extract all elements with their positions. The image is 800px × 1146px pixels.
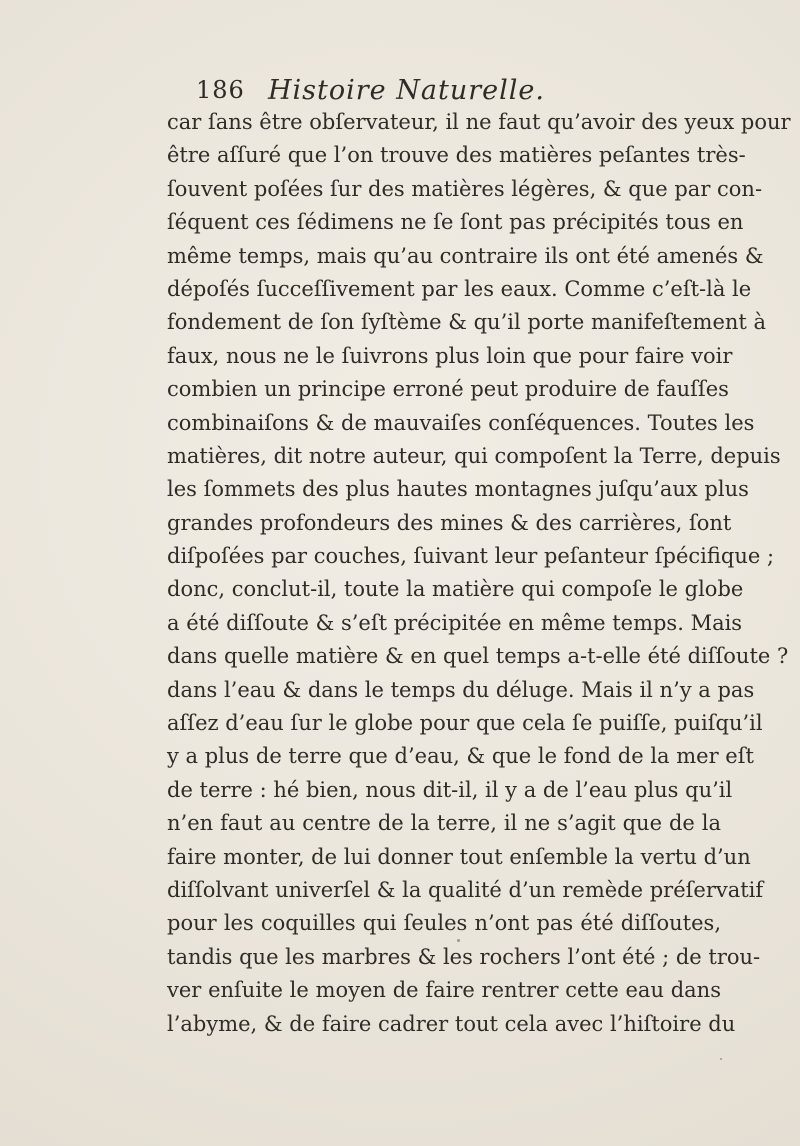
text-line: faire monter, de lui donner tout enſemble la vertu d’un [167, 844, 751, 869]
text-line: tandis que les marbres & les rochers l’ont été ; de trou- [167, 944, 761, 969]
paper-speck [457, 939, 460, 942]
text-line: combien un principe erroné peut produire de fauſſes [167, 377, 729, 402]
text-line: être aſſuré que l’on trouve des matières peſantes très- [167, 143, 746, 168]
text-line: diſpoſées par couches, ſuivant leur peſanteur ſpécifique ; [167, 544, 775, 569]
text-line: ſouvent poſées ſur des matières légères, & que par con- [167, 176, 763, 201]
page-number: 186 [196, 76, 245, 104]
text-line: aſſez d’eau ſur le globe pour que cela ſe puiſſe, puiſqu’il [167, 711, 763, 736]
text-line: car ſans être obſervateur, il ne faut qu’avoir des yeux pour [167, 110, 791, 134]
text-line: ver enſuite le moyen de faire rentrer cette eau dans [167, 978, 721, 1003]
text-line: dépoſés ſucceſſivement par les eaux. Comme c’eſt-là le [167, 276, 752, 301]
text-line: n’en faut au centre de la terre, il ne s’agit que de la [167, 811, 721, 836]
text-line: a été diſſoute & s’eſt précipitée en même temps. Mais [167, 610, 743, 635]
text-line: fondement de ſon ſyſtème & qu’il porte manifeſtement à [167, 310, 767, 335]
text-line: grandes profondeurs des mines & des carrières, ſont [167, 510, 732, 535]
text-line: donc, conclut-il, toute la matière qui compoſe le globe [167, 577, 744, 602]
text-line: combinaiſons & de mauvaiſes conſéquences. Toutes les [167, 410, 755, 435]
text-line: les ſommets des plus hautes montagnes juſqu’aux plus [167, 477, 749, 502]
text-line: diſſolvant univerſel & la qualité d’un remède préſervatif [167, 877, 764, 902]
running-head: Histoire Naturelle. [268, 75, 545, 106]
text-line: même temps, mais qu’au contraire ils ont été amenés & [167, 243, 764, 268]
text-line: faux, nous ne le ſuivrons plus loin que pour faire voir [167, 343, 733, 368]
text-line: ſéquent ces ſédimens ne ſe ſont pas précipités tous en [167, 210, 744, 235]
text-line: pour les coquilles qui ſeules n’ont pas été diſſoutes, [167, 911, 721, 936]
text-line: dans quelle matière & en quel temps a-t-elle été diſſoute ? [167, 644, 789, 669]
text-line: dans l’eau & dans le temps du déluge. Mais il n’y a pas [167, 677, 755, 702]
text-line: y a plus de terre que d’eau, & que le fond de la mer eſt [167, 744, 754, 769]
body-text [167, 106, 791, 1041]
text-line: l’abyme, & de faire cadrer tout cela avec l’hiſtoire du [167, 1011, 736, 1036]
paper-speck [720, 1058, 722, 1060]
text-line: matières, dit notre auteur, qui compoſent la Terre, depuis [167, 443, 781, 468]
text-line: de terre : hé bien, nous dit-il, il y a de l’eau plus qu’il [167, 777, 733, 802]
